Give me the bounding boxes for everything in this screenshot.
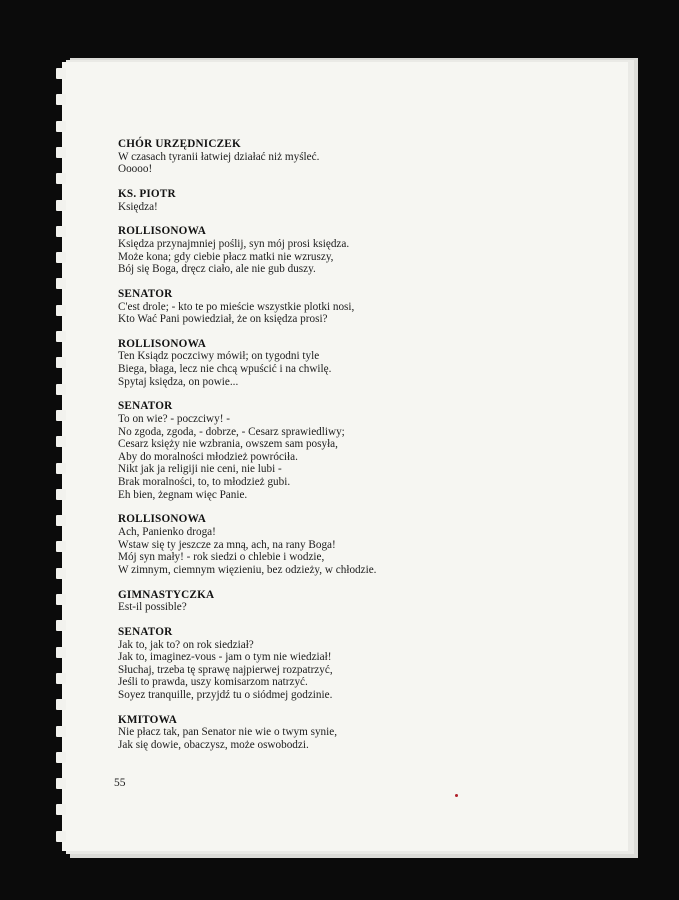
binding-hole (56, 252, 66, 263)
binding-hole (56, 226, 66, 237)
speaker-name: ROLLISONOWA (118, 513, 206, 526)
dialogue-line: Jak to, imaginez-vous - jam o tym nie wiedział! (118, 651, 332, 664)
binding-hole (56, 305, 66, 316)
binding-hole (56, 331, 66, 342)
dialogue-block (118, 288, 588, 326)
binding-hole (56, 200, 66, 211)
dialogue-line: W czasach tyranii łatwiej działać niż myśleć. (118, 150, 320, 163)
dialogue-line: C'est drole; - kto te po mieście wszystkie plotki nosi, (118, 300, 355, 313)
dialogue-line: Kto Wać Pani powiedział, że on księdza prosi? (118, 313, 328, 326)
speaker-name: KS. PIOTR (118, 187, 176, 200)
binding-hole (56, 541, 66, 552)
binding-hole (56, 594, 66, 605)
binding-hole (56, 94, 66, 105)
speaker-name: ROLLISONOWA (118, 337, 206, 350)
binding-hole (56, 831, 66, 842)
dialogue-block (118, 400, 588, 501)
dialogue-line: Ooooo! (118, 163, 153, 176)
binding-hole (56, 68, 66, 79)
binding-hole (56, 804, 66, 815)
dialogue-line: Wstaw się ty jeszcze za mną, ach, na rany Boga! (118, 538, 336, 551)
speaker-name: ROLLISONOWA (118, 225, 206, 238)
dialogue-block (118, 338, 588, 388)
dialogue-block (118, 138, 588, 176)
dialogue-line: W zimnym, ciemnym więzieniu, bez odzieży, w chłodzie. (118, 563, 377, 576)
dialogue-line: Księdza przynajmniej poślij, syn mój prosi księdza. (118, 237, 350, 250)
dialogue-block (118, 589, 588, 614)
dialogue-line: Ach, Panienko droga! (118, 525, 216, 538)
dialogue-line: Jak to, jak to? on rok siedział? (118, 638, 254, 651)
binding-hole (56, 620, 66, 631)
dialogue-line: Słuchaj, trzeba tę sprawę najpierwej rozpatrzyć, (118, 663, 333, 676)
dialogue-line: Brak moralności, to, to młodzież gubi. (118, 476, 291, 488)
spiral-binding (50, 60, 72, 855)
binding-hole (56, 410, 66, 421)
binding-hole (56, 752, 66, 763)
speaker-name: SENATOR (118, 287, 173, 300)
binding-hole (56, 515, 66, 526)
dialogue-line: Aby do moralności młodzież powróciła. (118, 450, 298, 463)
binding-hole (56, 384, 66, 395)
dialogue-line: Księdza! (118, 200, 158, 213)
speaker-name: KMITOWA (118, 713, 178, 726)
binding-hole (56, 463, 66, 474)
binding-hole (56, 278, 66, 289)
dialogue-line: Eh bien, żegnam więc Panie. (118, 488, 248, 501)
dialogue-line: Est-il possible? (118, 601, 187, 614)
binding-hole (56, 147, 66, 158)
dialogue-line: Spytaj księdza, on powie... (118, 375, 239, 388)
dialogue-line: Jeśli to prawda, uszy komisarzom natrzyć. (118, 676, 308, 689)
binding-hole (56, 778, 66, 789)
binding-hole (56, 673, 66, 684)
binding-hole (56, 726, 66, 737)
binding-hole (56, 568, 66, 579)
play-text (118, 138, 588, 764)
dialogue-line: Może kona; gdy ciebie płacz matki nie wzruszy, (118, 250, 334, 263)
dialogue-line: Biega, błaga, lecz nie chcą wpuścić i na chwilę. (118, 363, 332, 376)
dialogue-line: Jak się dowie, obaczysz, może oswobodzi. (118, 738, 309, 751)
speaker-name: CHÓR URZĘDNICZEK (118, 138, 241, 150)
dialogue-line: Nikt jak ja religiji nie ceni, nie lubi - (118, 463, 282, 476)
dialogue-line: Soyez tranquille, przyjdź tu o siódmej godzinie. (118, 688, 333, 701)
binding-hole (56, 489, 66, 500)
dialogue-line: Nie płacz tak, pan Senator nie wie o twym synie, (118, 726, 338, 739)
ink-speck (455, 794, 458, 797)
speaker-name: SENATOR (118, 625, 173, 638)
dialogue-block (118, 225, 588, 275)
speaker-name: SENATOR (118, 400, 173, 413)
dialogue-block (118, 714, 588, 752)
dialogue-block (118, 513, 588, 576)
page-number: 55 (114, 777, 126, 789)
dialogue-line: No zgoda, zgoda, - dobrze, - Cesarz sprawiedliwy; (118, 425, 345, 438)
dialogue-line: Cesarz księży nie wzbrania, owszem sam posyła, (118, 438, 338, 451)
binding-hole (56, 357, 66, 368)
dialogue-line: Bój się Boga, dręcz ciało, ale nie gub duszy. (118, 263, 316, 276)
binding-hole (56, 699, 66, 710)
dialogue-line: Mój syn mały! - rok siedzi o chlebie i wodzie, (118, 551, 325, 564)
dialogue-block (118, 188, 588, 213)
dialogue-line: To on wie? - poczciwy! - (118, 413, 230, 426)
binding-hole (56, 436, 66, 447)
dialogue-block (118, 626, 588, 702)
binding-hole (56, 121, 66, 132)
binding-hole (56, 647, 66, 658)
binding-hole (56, 173, 66, 184)
dialogue-line: Ten Ksiądz poczciwy mówił; on tygodni tyle (118, 350, 320, 363)
speaker-name: GIMNASTYCZKA (118, 588, 215, 601)
